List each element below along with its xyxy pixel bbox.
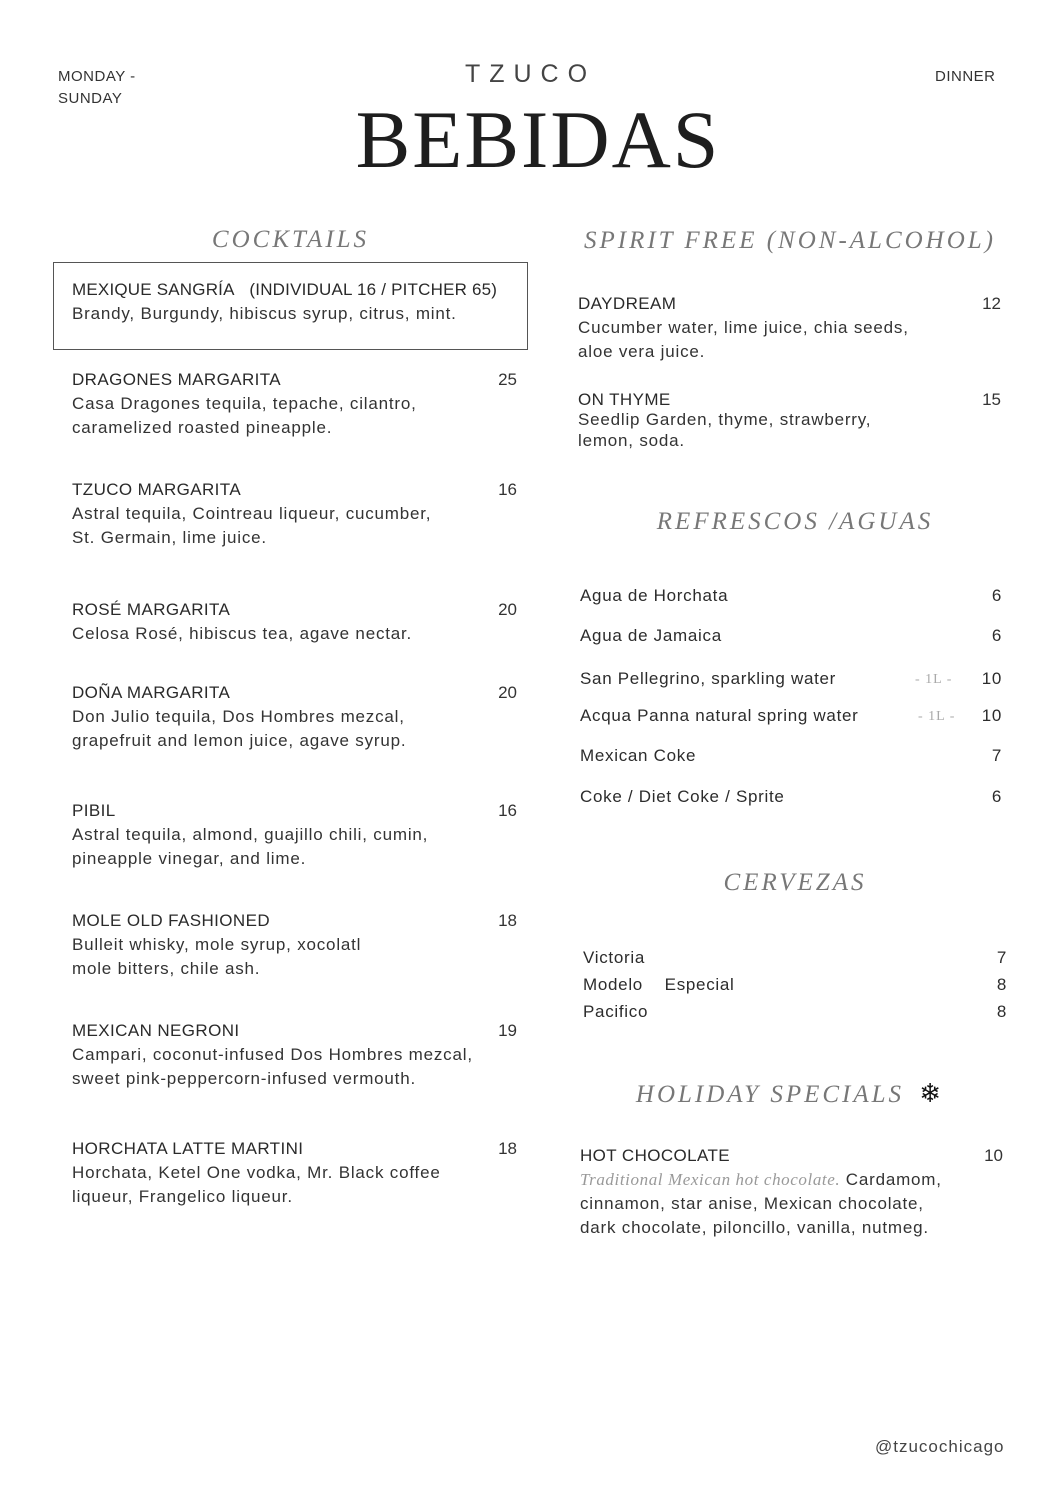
desc-line: dark chocolate, piloncillo, vanilla, nutmeg. <box>580 1218 929 1237</box>
refrescos-heading: REFRESCOS /AGUAS <box>656 508 934 535</box>
cervezas-heading: CERVEZAS <box>723 869 867 896</box>
desc-line: mole bitters, chile ash. <box>72 959 261 978</box>
menu-item-price: 16 <box>498 480 517 499</box>
menu-item-price: 7 <box>996 948 1007 967</box>
menu-item-name: Pacifico <box>583 1002 649 1021</box>
featured-item-desc: Brandy, Burgundy, hibiscus syrup, citrus, mint. <box>72 304 457 323</box>
desc-line: grapefruit and lemon juice, agave syrup. <box>72 731 407 750</box>
menu-item-desc <box>72 622 412 646</box>
desc-line: sweet pink-peppercorn-infused vermouth. <box>72 1069 416 1088</box>
menu-item-name: ON THYME <box>578 390 671 409</box>
desc-line: Seedlip Garden, thyme, strawberry, <box>578 410 872 429</box>
menu-item-price: 12 <box>982 294 1001 313</box>
menu-item-price: 15 <box>982 390 1001 409</box>
holiday-heading-text: HOLIDAY SPECIALS <box>635 1081 905 1108</box>
service-label: DINNER <box>935 68 996 85</box>
menu-item-price: 8 <box>996 1002 1007 1021</box>
menu-item-price: 6 <box>991 626 1002 645</box>
desc-line: cinnamon, star anise, Mexican chocolate, <box>580 1194 924 1213</box>
menu-item-name: Coke / Diet Coke / Sprite <box>580 787 785 806</box>
menu-item-desc <box>580 1168 942 1240</box>
desc-intro: Traditional Mexican hot chocolate. <box>580 1170 841 1189</box>
menu-item-name: ROSÉ MARGARITA <box>72 600 231 619</box>
desc-line: St. Germain, lime juice. <box>72 528 267 547</box>
menu-item-name: DRAGONES MARGARITA <box>72 370 282 389</box>
holiday-heading <box>560 1079 1020 1109</box>
volume-label: - 1L - <box>918 709 956 724</box>
menu-item-name: TZUCO MARGARITA <box>72 480 242 499</box>
desc-line: Astral tequila, almond, guajillo chili, cumin, <box>72 825 429 844</box>
menu-item-price: 20 <box>498 600 517 619</box>
menu-item-name: MEXICAN NEGRONI <box>72 1021 240 1040</box>
desc-line: caramelized roasted pineapple. <box>72 418 333 437</box>
desc-line: Bulleit whisky, mole syrup, xocolatl <box>72 935 362 954</box>
volume-label: - 1L - <box>915 672 953 687</box>
menu-item-price: 16 <box>498 801 517 820</box>
featured-price-note: (INDIVIDUAL 16 / PITCHER 65) <box>249 280 498 299</box>
desc-line: Celosa Rosé, hibiscus tea, agave nectar. <box>72 624 413 643</box>
menu-item-name: DAYDREAM <box>578 294 677 313</box>
social-handle[interactable]: @tzucochicago <box>875 1437 1005 1456</box>
desc-line: Cucumber water, lime juice, chia seeds, <box>578 318 909 337</box>
menu-item-name: San Pellegrino, sparkling water <box>580 669 837 688</box>
menu-item-desc <box>72 1161 441 1209</box>
menu-item-name: Agua de Horchata <box>580 586 729 605</box>
featured-item-name <box>72 280 497 300</box>
desc-line: Horchata, Ketel One vodka, Mr. Black coffee <box>72 1163 441 1182</box>
menu-item-name: MOLE OLD FASHIONED <box>72 911 271 930</box>
desc-line: Astral tequila, Cointreau liqueur, cucumber, <box>72 504 432 523</box>
menu-item-price: 20 <box>498 683 517 702</box>
menu-item-desc <box>72 392 417 440</box>
snowflake-icon: ❄ <box>919 1079 945 1108</box>
brand-logo: TZUCO <box>464 60 597 88</box>
menu-item-name: Victoria <box>583 948 645 967</box>
menu-item-price: 18 <box>498 911 517 930</box>
menu-item-name: PIBIL <box>72 801 116 820</box>
page-title: BEBIDAS <box>355 94 721 185</box>
days-line-1: MONDAY - <box>58 68 136 85</box>
menu-item-name: Mexican Coke <box>580 746 697 765</box>
desc-line: aloe vera juice. <box>578 342 706 361</box>
menu-item-desc <box>578 409 871 451</box>
menu-item-price: 18 <box>498 1139 517 1158</box>
desc-line: Casa Dragones tequila, tepache, cilantro, <box>72 394 417 413</box>
menu-item-desc <box>578 316 909 364</box>
menu-item-name: HORCHATA LATTE MARTINI <box>72 1139 304 1158</box>
menu-item-name: Agua de Jamaica <box>580 626 722 645</box>
menu-item-desc <box>72 1043 473 1091</box>
menu-item-name: Modelo Especial <box>583 975 735 994</box>
menu-item-price: 19 <box>498 1021 517 1040</box>
desc-line: liqueur, Frangelico liqueur. <box>72 1187 293 1206</box>
menu-item-desc <box>72 705 406 753</box>
menu-item-name: Acqua Panna natural spring water <box>580 706 859 725</box>
menu-item-price: 25 <box>498 370 517 389</box>
menu-item-desc <box>72 933 361 981</box>
menu-item-name: HOT CHOCOLATE <box>580 1146 731 1165</box>
desc-line: pineapple vinegar, and lime. <box>72 849 307 868</box>
menu-item-price: 10 <box>984 1146 1003 1165</box>
menu-item-price: 10 <box>981 706 1002 725</box>
menu-item-price: 8 <box>996 975 1007 994</box>
desc-line: lemon, soda. <box>578 431 685 450</box>
desc-line: Campari, coconut-infused Dos Hombres mezcal, <box>72 1045 473 1064</box>
menu-item-price: 6 <box>991 586 1002 605</box>
cocktails-heading: COCKTAILS <box>211 226 370 253</box>
desc-line: Don Julio tequila, Dos Hombres mezcal, <box>72 707 405 726</box>
menu-item-price: 10 <box>981 669 1002 688</box>
menu-item-name: DOÑA MARGARITA <box>72 683 231 702</box>
menu-item-price: 6 <box>991 787 1002 806</box>
spirit-free-heading: SPIRIT FREE (NON-ALCOHOL) <box>583 227 997 254</box>
days-line-2: SUNDAY <box>58 90 123 107</box>
menu-item-desc <box>72 823 428 871</box>
menu-item-price: 7 <box>991 746 1002 765</box>
desc-line: Cardamom, <box>840 1170 942 1189</box>
menu-item-desc <box>72 502 431 550</box>
featured-name: MEXIQUE SANGRÍA <box>72 280 235 299</box>
